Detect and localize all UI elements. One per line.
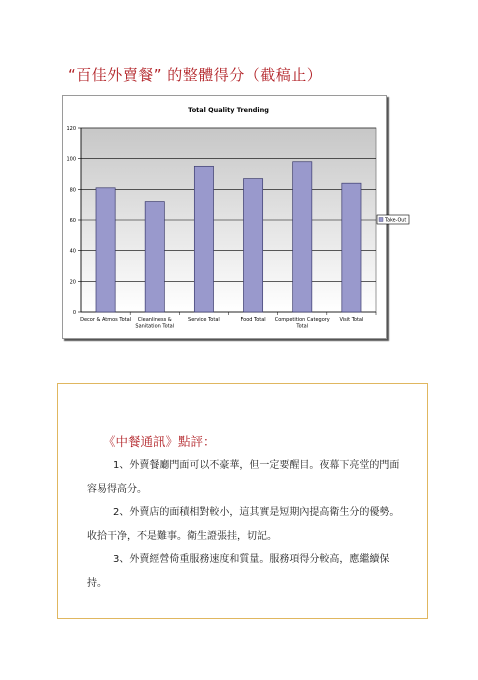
y-tick-label: 40	[69, 248, 76, 255]
y-tick-label: 0	[72, 310, 76, 316]
comment-box	[57, 383, 428, 619]
legend-swatch	[379, 218, 383, 222]
y-tick-label: 20	[69, 279, 76, 286]
chart-title: Total Quality Trending	[188, 106, 269, 114]
bar	[96, 188, 115, 312]
y-tick-label: 60	[69, 218, 76, 224]
comment-paragraph: 2、外賣店的面積相對較小，這其實是短期內提高衛生分的優勢。收拾干净，不是難事。衛生證張挂，切記。	[87, 507, 400, 542]
x-tick-label: Service Total	[188, 317, 220, 323]
comment-body	[87, 454, 407, 595]
legend-label: Take-Out	[385, 218, 407, 224]
chart-container	[62, 95, 407, 339]
page-title: “百佳外賣餐” 的整體得分（截稿止）	[68, 66, 323, 84]
x-tick-label: Total	[296, 323, 309, 330]
comment-paragraph: 3、外賣經營倚重服務速度和質量。服務項得分較高，應繼續保持。	[87, 554, 390, 589]
bar	[293, 162, 312, 312]
x-tick-label: Visit Total	[339, 317, 364, 323]
bar-chart	[63, 96, 407, 338]
bar	[342, 183, 361, 312]
y-tick-label: 80	[69, 187, 76, 194]
x-tick-label: Competition Category	[274, 317, 330, 323]
bar	[243, 179, 262, 312]
y-tick-label: 100	[66, 156, 76, 163]
x-tick-label: Sanitation Total	[135, 323, 175, 330]
x-tick-label: Food Total	[240, 317, 266, 323]
comment-heading: 《中餐通訊》點評：	[103, 434, 216, 449]
y-tick-label: 120	[66, 126, 76, 132]
comment-paragraph: 1、外賣餐廳門面可以不豪華，但一定要醒目。夜幕下亮堂的門面容易得高分。	[87, 460, 400, 495]
x-tick-label: Cleanliness &	[137, 317, 172, 323]
bar	[145, 202, 164, 312]
x-tick-label: Decor & Atmos Total	[80, 317, 132, 323]
bar	[194, 166, 213, 312]
